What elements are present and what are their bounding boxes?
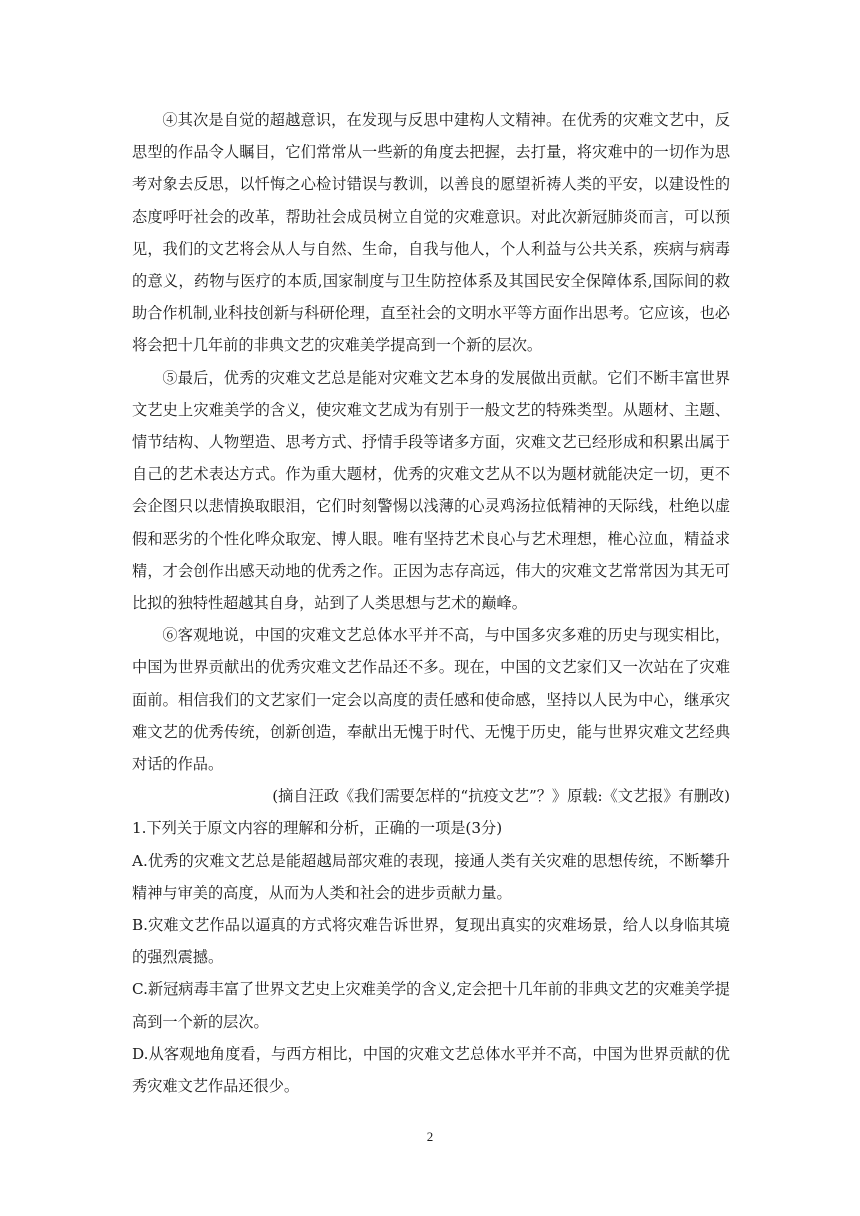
page-number: 2	[426, 1129, 434, 1144]
option-d: D.从客观地角度看，与西方相比，中国的灾难文艺总体水平并不高，中国为世界贡献的优秀灾难文艺作品还很少。	[132, 1044, 730, 1096]
paragraph-5: ⑤最后，优秀的灾难文艺总是能对灾难文艺本身的发展做出贡献。它们不断丰富世界文艺史上灾难美学的含义，使灾难文艺成为有别于一般文艺的特殊类型。从题材、主题、情节结构、人物塑造、思考方式、抒情手段等诸多方面，灾难文艺已经形成和积累出属于自己的艺术表达方式。作为重大题材，优秀的灾难文艺从不以为题材就能决定一切，更不会企图只以悲情换取眼泪，它们时刻警惕以浅薄的心灵鸡汤拉低精神的天际线，杜绝以虚假和恶劣的个性化哗众取宠、博人眼。唯有坚持艺术良心与艺术理想，椎心泣血，精益求精，才会创作出感天动地的优秀之作。正因为志存高远，伟大的灾难文艺常常因为其无可比拟的独特性超越其自身，站到了人类思想与艺术的巅峰。	[132, 368, 730, 613]
document-body	[132, 104, 730, 1102]
paragraph-6: ⑥客观地说，中国的灾难文艺总体水平并不高，与中国多灾多难的历史与现实相比，中国为世界贡献出的优秀灾难文艺作品还不多。现在，中国的文艺家们又一次站在了灾难面前。相信我们的文艺家们一定会以高度的责任感和使命感，坚持以人民为中心，继承灾难文艺的优秀传统，创新创造，奉献出无愧于时代、无愧于历史，能与世界灾难文艺经典对话的作品。	[132, 626, 730, 774]
question-stem: 1.下列关于原文内容的理解和分析，正确的一项是(3分)	[132, 819, 503, 838]
paragraph-4: ④其次是自觉的超越意识，在发现与反思中建构人文精神。在优秀的灾难文艺中，反思型的作品令人瞩目，它们常常从一些新的角度去把握，去打量，将灾难中的一切作为思考对象去反思，以忏悔之心检讨错误与教训，以善良的愿望祈祷人类的平安，以建设性的态度呼吁社会的改革，帮助社会成员树立自觉的灾难意识。对此次新冠肺炎而言，可以预见，我们的文艺将会从人与自然、生命，自我与他人，个人利益与公共关系，疾病与病毒的意义，药物与医疗的本质,国家制度与卫生防控体系及其国民安全保障体系,国际间的救助合作机制,业科技创新与科研伦理，直至社会的文明水平等方面作出思考。它应该，也必将会把十几年前的非典文艺的灾难美学提高到一个新的层次。	[132, 111, 730, 355]
option-b: B.灾难文艺作品以逼真的方式将灾难告诉世界，复现出真实的灾难场景，给人以身临其境的强烈震撼。	[132, 916, 730, 967]
option-a: A.优秀的灾难文艺总是能超越局部灾难的表现，接通人类有关灾难的思想传统，不断攀升精神与审美的高度，从而为人类和社会的进步贡献力量。	[132, 851, 730, 902]
option-c: C.新冠病毒丰富了世界文艺史上灾难美学的含义,定会把十几年前的非典文艺的灾难美学提高到一个新的层次。	[132, 980, 730, 1031]
source-citation: (摘自汪政《我们需要怎样的“抗疫文艺”？》原载:《文艺报》有删改)	[272, 787, 730, 806]
